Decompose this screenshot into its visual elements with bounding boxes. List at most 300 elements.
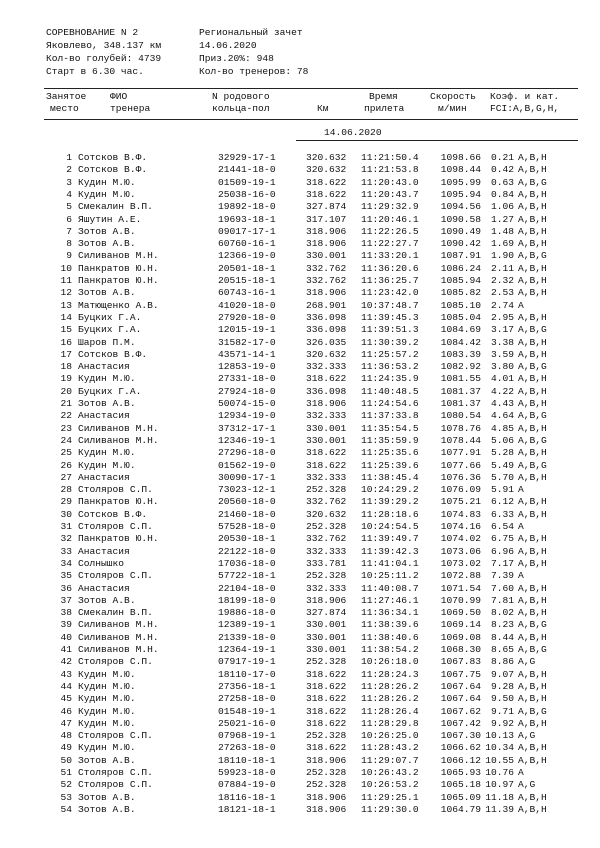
- row-coef: 2.74: [490, 299, 514, 311]
- row-coef: 10.13: [485, 730, 514, 742]
- row-km: 330.001: [306, 422, 347, 434]
- row-place: 42: [60, 656, 72, 668]
- row-km: 332.762: [306, 275, 347, 286]
- row-km: 320.632: [306, 348, 347, 360]
- row-trainer: Анастасия: [78, 545, 130, 557]
- row-ring: 01548-19-1: [218, 705, 276, 717]
- row-place: 53: [60, 791, 72, 803]
- table-row: [0, 718, 600, 730]
- row-km: 318.622: [306, 717, 347, 729]
- row-trainer: Матющенко А.В.: [78, 299, 159, 311]
- row-category: A,G: [518, 656, 536, 668]
- row-km: 318.906: [306, 238, 347, 250]
- row-category: A,B,G: [518, 705, 547, 717]
- row-place: 39: [60, 619, 72, 631]
- row-ring: 21441-18-0: [218, 164, 276, 176]
- row-category: A,B,H: [518, 754, 547, 766]
- row-coef: 3.38: [490, 336, 514, 348]
- table-row: [0, 706, 600, 718]
- row-trainer: Смекалин В.П.: [78, 201, 153, 213]
- row-speed: 1067.30: [440, 730, 481, 742]
- header-bottom-rule: [44, 119, 578, 120]
- row-coef: 11.18: [485, 791, 514, 803]
- row-arrival-time: 11:25:39.6: [361, 459, 419, 471]
- row-ring: 27924-18-0: [218, 385, 276, 397]
- row-arrival-time: 11:24:35.9: [361, 373, 419, 385]
- table-row: [0, 509, 600, 521]
- row-ring: 19693-18-1: [218, 213, 276, 225]
- row-trainer: Силиванов М.Н.: [78, 631, 159, 643]
- row-km: 252.328: [306, 656, 347, 668]
- row-category: A,B,H: [518, 164, 547, 176]
- col-coef-2: FCI:A,B,G,H,: [490, 103, 560, 114]
- row-speed: 1084.42: [440, 336, 481, 348]
- row-place: 19: [60, 373, 72, 385]
- row-ring: 27263-18-0: [218, 742, 276, 754]
- row-ring: 27258-18-0: [218, 693, 276, 705]
- row-arrival-time: 11:20:43.0: [361, 176, 419, 188]
- table-row: [0, 250, 600, 262]
- row-category: A,B,H: [518, 188, 547, 200]
- table-row: [0, 779, 600, 791]
- location-distance: Яковлево, 348.137 км: [46, 40, 162, 51]
- competition-title: СОРЕВНОВАНИЕ N 2: [46, 27, 139, 38]
- row-place: 31: [60, 521, 72, 532]
- table-row: [0, 644, 600, 656]
- row-km: 318.622: [306, 373, 347, 385]
- table-row: [0, 447, 600, 459]
- row-arrival-time: 11:28:26.2: [361, 693, 419, 705]
- row-ring: 07884-19-0: [218, 779, 276, 791]
- row-ring: 22122-18-0: [218, 545, 276, 557]
- row-speed: 1064.79: [440, 803, 481, 815]
- row-coef: 9.50: [490, 693, 514, 705]
- row-trainer: Кудин М.Ю.: [78, 176, 136, 188]
- row-coef: 1.27: [490, 213, 514, 225]
- row-speed: 1082.92: [440, 361, 481, 373]
- row-coef: 5.28: [490, 447, 514, 459]
- row-place: 35: [60, 570, 72, 582]
- row-ring: 07968-19-1: [218, 730, 276, 742]
- row-category: A,B,H: [518, 508, 547, 520]
- row-place: 9: [66, 250, 72, 262]
- table-row: [0, 632, 600, 644]
- row-km: 318.622: [306, 447, 347, 459]
- row-place: 38: [60, 607, 72, 619]
- standing-type: Региональный зачет: [199, 27, 303, 38]
- row-trainer: Кудин М.Ю.: [78, 188, 136, 200]
- row-category: A,B,G: [518, 434, 547, 446]
- table-row: [0, 669, 600, 681]
- row-km: 318.622: [306, 742, 347, 754]
- row-category: A,B,G: [518, 250, 547, 262]
- row-arrival-time: 11:38:54.2: [361, 644, 419, 655]
- row-km: 330.001: [306, 631, 347, 643]
- col-ring-1: N родового: [212, 91, 270, 102]
- row-coef: 10.34: [485, 742, 514, 754]
- row-place: 41: [60, 644, 72, 655]
- row-trainer: Зотов А.В.: [78, 398, 136, 409]
- row-arrival-time: 11:29:32.9: [361, 201, 419, 213]
- row-arrival-time: 11:38:45.4: [361, 471, 419, 483]
- row-km: 327.874: [306, 201, 347, 213]
- row-km: 318.906: [306, 803, 347, 815]
- row-ring: 60743-16-1: [218, 287, 276, 299]
- row-km: 336.098: [306, 324, 347, 336]
- table-row: [0, 681, 600, 693]
- row-coef: 1.69: [490, 238, 514, 250]
- row-ring: 43571-14-1: [218, 348, 276, 360]
- row-arrival-time: 11:41:04.1: [361, 557, 419, 569]
- row-arrival-time: 11:29:30.0: [361, 803, 419, 815]
- row-place: 8: [66, 238, 72, 250]
- row-km: 318.622: [306, 668, 347, 680]
- row-place: 18: [60, 361, 72, 373]
- row-trainer: Яшутин А.Е.: [78, 213, 142, 225]
- row-arrival-time: 11:39:49.7: [361, 533, 419, 545]
- row-arrival-time: 11:30:39.2: [361, 336, 419, 348]
- row-km: 332.333: [306, 582, 347, 594]
- row-km: 330.001: [306, 250, 347, 262]
- row-trainer: Зотов А.В.: [78, 791, 136, 803]
- table-row: [0, 287, 600, 299]
- row-ring: 12853-19-0: [218, 361, 276, 373]
- row-coef: 4.85: [490, 422, 514, 434]
- row-trainer: Анастасия: [78, 410, 130, 422]
- row-category: A,B,H: [518, 496, 547, 508]
- row-km: 268.901: [306, 299, 347, 311]
- row-km: 318.906: [306, 287, 347, 299]
- table-row: [0, 484, 600, 496]
- row-speed: 1081.37: [440, 398, 481, 409]
- row-coef: 0.21: [490, 152, 514, 163]
- row-km: 320.632: [306, 508, 347, 520]
- row-ring: 20530-18-1: [218, 533, 276, 545]
- row-category: A,B,H: [518, 385, 547, 397]
- row-trainer: Солнышко: [78, 557, 125, 569]
- row-speed: 1086.24: [440, 262, 481, 274]
- row-arrival-time: 11:39:42.3: [361, 545, 419, 557]
- row-ring: 07917-19-1: [218, 656, 276, 668]
- row-km: 252.328: [306, 570, 347, 582]
- row-coef: 9.71: [490, 705, 514, 717]
- row-km: 332.333: [306, 471, 347, 483]
- row-trainer: Зотов А.В.: [78, 803, 136, 815]
- row-arrival-time: 11:40:08.7: [361, 582, 419, 594]
- row-category: A,B,G: [518, 410, 547, 422]
- table-row: [0, 423, 600, 435]
- row-speed: 1085.10: [440, 299, 481, 311]
- row-arrival-time: 11:29:07.7: [361, 754, 419, 766]
- table-row: [0, 152, 600, 164]
- row-speed: 1066.62: [440, 742, 481, 754]
- row-coef: 5.06: [490, 434, 514, 446]
- row-category: A,B,G: [518, 619, 547, 631]
- table-row: [0, 324, 600, 336]
- row-place: 29: [60, 496, 72, 508]
- row-category: A,B,H: [518, 791, 547, 803]
- table-row: [0, 373, 600, 385]
- row-category: A,B,H: [518, 373, 547, 385]
- row-category: A,B,H: [518, 336, 547, 348]
- row-arrival-time: 11:28:29.8: [361, 717, 419, 729]
- row-trainer: Смекалин В.П.: [78, 607, 153, 619]
- row-place: 27: [60, 471, 72, 483]
- row-place: 22: [60, 410, 72, 422]
- table-row: [0, 201, 600, 213]
- row-ring: 21460-18-0: [218, 508, 276, 520]
- row-place: 45: [60, 693, 72, 705]
- row-arrival-time: 11:36:25.7: [361, 275, 419, 286]
- row-category: A,B,G: [518, 459, 547, 471]
- row-place: 36: [60, 582, 72, 594]
- row-coef: 6.33: [490, 508, 514, 520]
- row-category: A,B,H: [518, 533, 547, 545]
- row-place: 21: [60, 398, 72, 409]
- row-arrival-time: 11:24:54.6: [361, 398, 419, 409]
- row-trainer: Столяров С.П.: [78, 656, 153, 668]
- row-coef: 4.64: [490, 410, 514, 422]
- row-coef: 1.06: [490, 201, 514, 213]
- col-speed-1: Скорость: [430, 91, 477, 102]
- row-category: A,B,H: [518, 348, 547, 360]
- row-speed: 1073.06: [440, 545, 481, 557]
- row-speed: 1090.42: [440, 238, 481, 250]
- table-row: [0, 583, 600, 595]
- row-category: A: [518, 767, 524, 778]
- table-row: [0, 533, 600, 545]
- row-place: 6: [66, 213, 72, 225]
- row-category: A,B,H: [518, 262, 547, 274]
- row-arrival-time: 11:39:51.3: [361, 324, 419, 336]
- row-arrival-time: 11:28:24.3: [361, 668, 419, 680]
- table-row: [0, 312, 600, 324]
- row-ring: 57528-18-0: [218, 521, 276, 532]
- row-coef: 0.63: [490, 176, 514, 188]
- row-ring: 12364-19-1: [218, 644, 276, 655]
- row-trainer: Столяров С.П.: [78, 730, 153, 742]
- row-place: 50: [60, 754, 72, 766]
- table-row: [0, 177, 600, 189]
- row-trainer: Силиванов М.Н.: [78, 644, 159, 655]
- row-trainer: Кудин М.Ю.: [78, 742, 136, 754]
- table-row: [0, 619, 600, 631]
- row-arrival-time: 10:26:53.2: [361, 779, 419, 791]
- row-trainer: Столяров С.П.: [78, 521, 153, 532]
- row-ring: 37312-17-1: [218, 422, 276, 434]
- table-row: [0, 656, 600, 668]
- table-row: [0, 742, 600, 754]
- row-speed: 1076.36: [440, 471, 481, 483]
- row-km: 318.906: [306, 791, 347, 803]
- row-place: 2: [66, 164, 72, 176]
- table-row: [0, 792, 600, 804]
- row-speed: 1065.09: [440, 791, 481, 803]
- row-ring: 19892-18-0: [218, 201, 276, 213]
- row-km: 317.107: [306, 213, 347, 225]
- row-category: A,B,H: [518, 152, 547, 163]
- row-coef: 5.49: [490, 459, 514, 471]
- row-speed: 1069.50: [440, 607, 481, 619]
- row-coef: 4.22: [490, 385, 514, 397]
- row-place: 37: [60, 594, 72, 606]
- row-ring: 32929-17-1: [218, 152, 276, 163]
- row-speed: 1074.16: [440, 521, 481, 532]
- row-arrival-time: 10:26:25.0: [361, 730, 419, 742]
- row-ring: 27920-18-0: [218, 311, 276, 323]
- table-row: [0, 226, 600, 238]
- row-category: A,B,G: [518, 324, 547, 336]
- row-place: 14: [60, 311, 72, 323]
- col-place-2: место: [50, 103, 79, 114]
- row-category: A: [518, 570, 524, 582]
- row-speed: 1098.66: [440, 152, 481, 163]
- table-row: [0, 361, 600, 373]
- row-category: A,B,H: [518, 557, 547, 569]
- row-speed: 1085.82: [440, 287, 481, 299]
- table-row: [0, 546, 600, 558]
- row-place: 32: [60, 533, 72, 545]
- row-coef: 10.76: [485, 767, 514, 778]
- row-trainer: Шаров П.М.: [78, 336, 136, 348]
- row-km: 318.622: [306, 188, 347, 200]
- table-row: [0, 521, 600, 533]
- row-km: 252.328: [306, 521, 347, 532]
- date-section-rule: [296, 140, 578, 141]
- row-trainer: Кудин М.Ю.: [78, 705, 136, 717]
- row-category: A,B,H: [518, 594, 547, 606]
- row-trainer: Буцких Г.А.: [78, 385, 142, 397]
- row-speed: 1070.99: [440, 594, 481, 606]
- row-coef: 8.86: [490, 656, 514, 668]
- row-speed: 1080.54: [440, 410, 481, 422]
- row-speed: 1066.12: [440, 754, 481, 766]
- row-trainer: Анастасия: [78, 361, 130, 373]
- row-trainer: Буцких Г.А.: [78, 311, 142, 323]
- row-trainer: Столяров С.П.: [78, 570, 153, 582]
- row-km: 327.874: [306, 607, 347, 619]
- row-trainer: Сотсков В.Ф.: [78, 164, 148, 176]
- col-time-1: Время: [369, 91, 398, 102]
- row-coef: 6.12: [490, 496, 514, 508]
- row-category: A: [518, 299, 524, 311]
- row-speed: 1085.94: [440, 275, 481, 286]
- row-place: 5: [66, 201, 72, 213]
- row-place: 47: [60, 717, 72, 729]
- row-speed: 1073.02: [440, 557, 481, 569]
- table-row: [0, 730, 600, 742]
- row-place: 13: [60, 299, 72, 311]
- row-ring: 12015-19-1: [218, 324, 276, 336]
- row-arrival-time: 11:38:39.6: [361, 619, 419, 631]
- row-category: A,B,G: [518, 176, 547, 188]
- row-coef: 8.65: [490, 644, 514, 655]
- table-row: [0, 410, 600, 422]
- row-coef: 3.80: [490, 361, 514, 373]
- row-arrival-time: 10:24:54.5: [361, 521, 419, 532]
- row-km: 318.906: [306, 398, 347, 409]
- row-ring: 60760-16-1: [218, 238, 276, 250]
- row-place: 51: [60, 767, 72, 778]
- col-place-1: Занятое: [46, 91, 87, 102]
- row-km: 336.098: [306, 311, 347, 323]
- table-row: [0, 435, 600, 447]
- row-speed: 1067.83: [440, 656, 481, 668]
- row-ring: 20515-18-1: [218, 275, 276, 286]
- table-row: [0, 804, 600, 816]
- row-speed: 1081.55: [440, 373, 481, 385]
- row-km: 320.632: [306, 152, 347, 163]
- row-coef: 1.48: [490, 225, 514, 237]
- row-place: 54: [60, 803, 72, 815]
- row-coef: 6.75: [490, 533, 514, 545]
- row-place: 30: [60, 508, 72, 520]
- start-time: Старт в 6.30 час.: [46, 66, 144, 77]
- row-place: 48: [60, 730, 72, 742]
- row-coef: 7.17: [490, 557, 514, 569]
- row-km: 333.781: [306, 557, 347, 569]
- row-category: A,B,H: [518, 803, 547, 815]
- row-km: 330.001: [306, 619, 347, 631]
- row-coef: 2.11: [490, 262, 514, 274]
- row-trainer: Кудин М.Ю.: [78, 459, 136, 471]
- row-place: 17: [60, 348, 72, 360]
- row-place: 33: [60, 545, 72, 557]
- row-km: 332.333: [306, 410, 347, 422]
- row-arrival-time: 11:25:35.6: [361, 447, 419, 459]
- row-km: 332.762: [306, 533, 347, 545]
- row-arrival-time: 11:20:46.1: [361, 213, 419, 225]
- prizes-count: Приз.20%: 948: [199, 53, 274, 64]
- col-time-2: прилета: [364, 103, 405, 114]
- row-trainer: Кудин М.Ю.: [78, 693, 136, 705]
- table-row: [0, 214, 600, 226]
- row-speed: 1087.91: [440, 250, 481, 262]
- table-row: [0, 238, 600, 250]
- table-top-rule: [44, 88, 578, 89]
- row-place: 4: [66, 188, 72, 200]
- row-coef: 3.59: [490, 348, 514, 360]
- row-speed: 1077.91: [440, 447, 481, 459]
- row-coef: 9.07: [490, 668, 514, 680]
- row-arrival-time: 11:36:20.6: [361, 262, 419, 274]
- row-trainer: Столяров С.П.: [78, 484, 153, 496]
- table-row: [0, 595, 600, 607]
- row-place: 1: [66, 152, 72, 163]
- row-km: 318.622: [306, 176, 347, 188]
- row-place: 24: [60, 434, 72, 446]
- row-category: A,B,H: [518, 607, 547, 619]
- table-row: [0, 349, 600, 361]
- row-category: A,B,H: [518, 631, 547, 643]
- table-row: [0, 460, 600, 472]
- row-place: 34: [60, 557, 72, 569]
- row-speed: 1065.18: [440, 779, 481, 791]
- row-arrival-time: 11:36:34.1: [361, 607, 419, 619]
- row-arrival-time: 11:25:57.2: [361, 348, 419, 360]
- row-arrival-time: 11:38:40.6: [361, 631, 419, 643]
- row-ring: 12934-19-0: [218, 410, 276, 422]
- row-category: A,B,H: [518, 422, 547, 434]
- row-coef: 2.53: [490, 287, 514, 299]
- row-speed: 1065.93: [440, 767, 481, 778]
- row-km: 332.333: [306, 361, 347, 373]
- row-coef: 10.55: [485, 754, 514, 766]
- row-coef: 7.60: [490, 582, 514, 594]
- row-speed: 1067.42: [440, 717, 481, 729]
- row-category: A,B,H: [518, 238, 547, 250]
- row-arrival-time: 11:28:43.2: [361, 742, 419, 754]
